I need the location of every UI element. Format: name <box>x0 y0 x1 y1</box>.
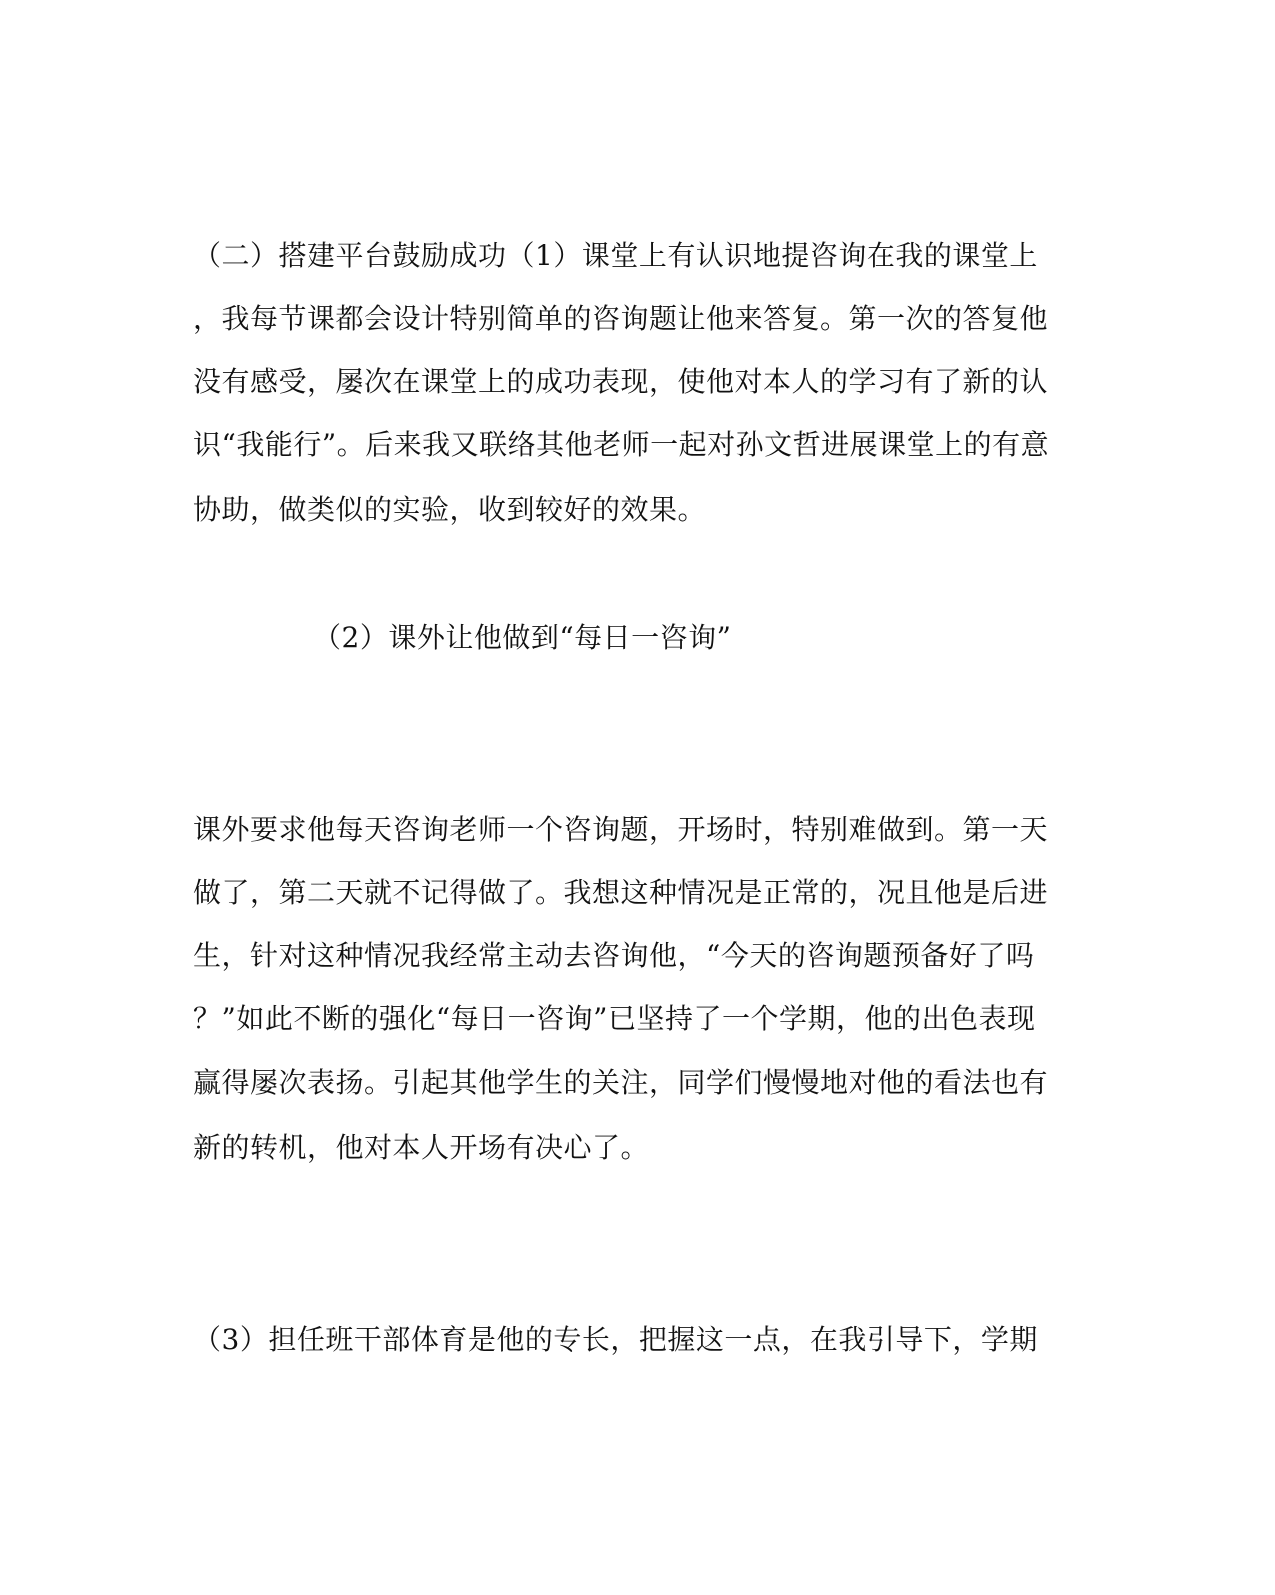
paragraph-3-line: （3）担任班干部体育是他的专长，把握这一点，在我引导下，学期 <box>193 1323 1038 1356</box>
paragraph-2-line: 做了，第二天就不记得做了。我想这种情况是正常的，况且他是后进 <box>193 876 1049 909</box>
paragraph-2-line: ？”如此不断的强化“每日一咨询”已坚持了一个学期，他的出色表现 <box>193 1002 1036 1035</box>
paragraph-1-line: （二）搭建平台鼓励成功（1）课堂上有认识地提咨询在我的课堂上 <box>193 239 1038 272</box>
paragraph-2-line: 赢得屡次表扬。引起其他学生的关注，同学们慢慢地对他的看法也有 <box>193 1066 1049 1099</box>
paragraph-1-line: 没有感受，屡次在课堂上的成功表现，使他对本人的学习有了新的认 <box>193 365 1049 398</box>
paragraph-1-line: ，我每节课都会设计特别简单的咨询题让他来答复。第一次的答复他 <box>193 302 1049 335</box>
section-heading-2: （2）课外让他做到“每日一咨询” <box>313 621 732 654</box>
paragraph-2-line: 新的转机，他对本人开场有决心了。 <box>193 1131 650 1164</box>
paragraph-1-line: 协助，做类似的实验，收到较好的效果。 <box>193 493 707 526</box>
paragraph-2-line: 生，针对这种情况我经常主动去咨询他，“今天的咨询题预备好了吗 <box>193 939 1035 972</box>
paragraph-2-line: 课外要求他每天咨询老师一个咨询题，开场时，特别难做到。第一天 <box>193 813 1049 846</box>
paragraph-1-line: 识“我能行”。后来我又联络其他老师一起对孙文哲进展课堂上的有意 <box>193 428 1050 461</box>
